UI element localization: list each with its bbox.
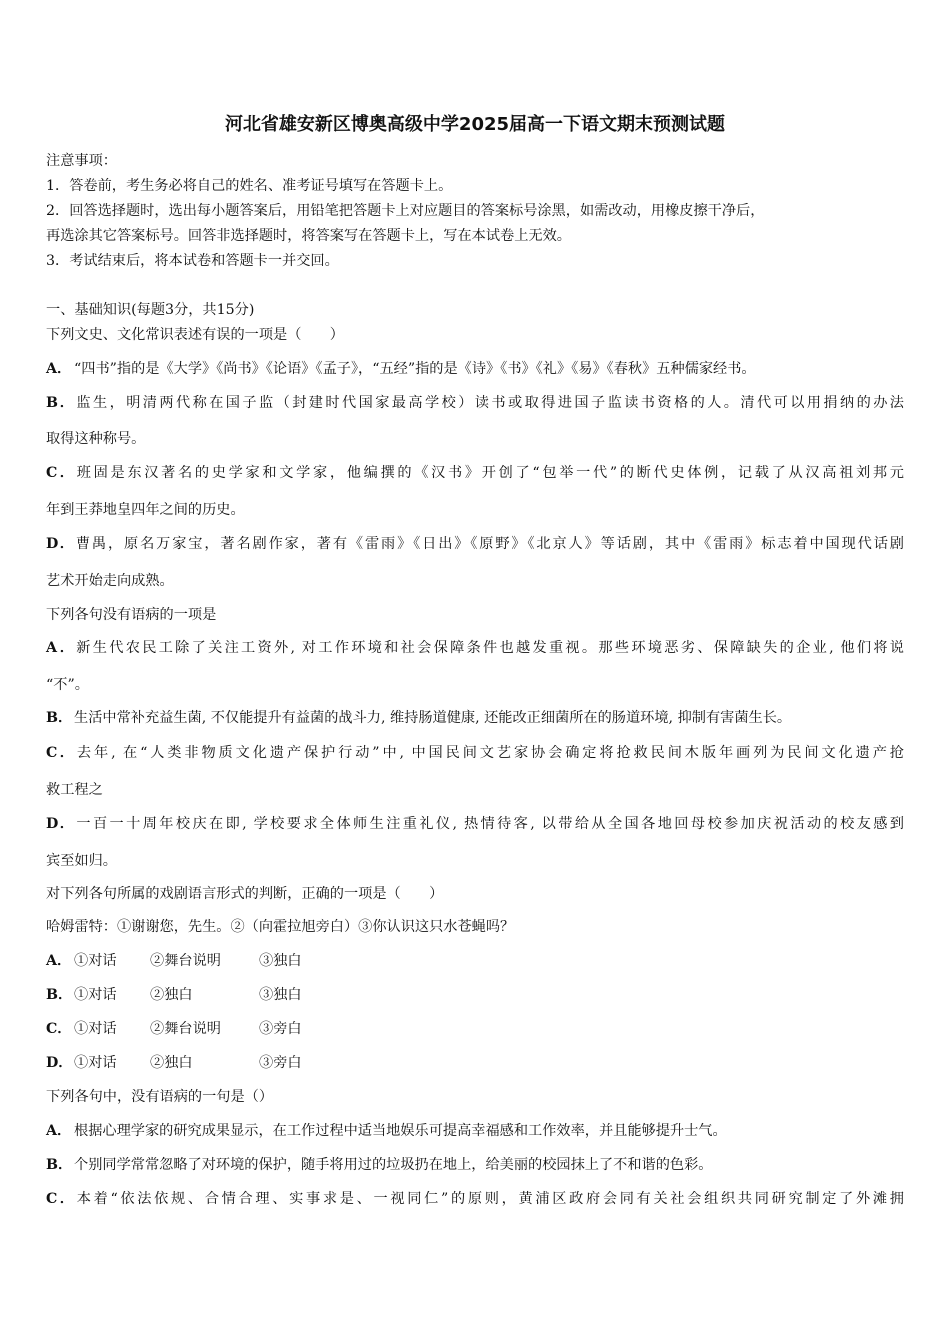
option-part: ①对话 xyxy=(74,1021,117,1037)
option-label: B． xyxy=(46,395,74,411)
question-2-stem: 下列各句没有语病的一项是 xyxy=(46,607,217,623)
option-text: 去年, 在“人类非物质文化遗产保护行动”中, 中国民间文艺家协会确定将抢救民间木版年画列为民间文化遗产抢 xyxy=(74,745,904,761)
option-part: ②舞台说明 xyxy=(150,1021,221,1037)
option-text: 新生代农民工除了关注工资外, 对工作环境和社会保障条件也越发重视。那些环境恶劣、保障缺失的企业, 他们将说 xyxy=(74,640,904,656)
option-part: ③独白 xyxy=(259,987,302,1003)
option-part: ①对话 xyxy=(74,987,117,1003)
option-continuation: 救工程之 xyxy=(46,782,103,798)
option-part: ①对话 xyxy=(74,953,117,969)
option-text: “四书”指的是《大学》《尚书》《论语》《孟子》，“五经”指的是《诗》《书》《礼》《易》《春秋》五种儒家经书。 xyxy=(74,361,756,377)
notice-item: 1．答卷前，考生务必将自己的姓名、准考证号填写在答题卡上。 xyxy=(46,178,453,194)
question-4-option-a xyxy=(46,1121,727,1141)
option-continuation: “不”。 xyxy=(46,677,89,693)
question-4-option-c xyxy=(46,1189,904,1209)
notice-item: 再选涂其它答案标号。回答非选择题时，将答案写在答题卡上，写在本试卷上无效。 xyxy=(46,228,571,244)
question-2-option-b xyxy=(46,708,791,728)
option-label: A． xyxy=(46,640,74,656)
option-label: C． xyxy=(46,745,74,761)
question-3-stem: 对下列各句所属的戏剧语言形式的判断，正确的一项是（ ） xyxy=(46,886,444,902)
option-text: 根据心理学家的研究成果显示，在工作过程中适当地娱乐可提高幸福感和工作效率，并且能够提升士气。 xyxy=(74,1123,727,1139)
question-2-option-a xyxy=(46,638,904,658)
option-continuation: 宾至如归。 xyxy=(46,853,117,869)
option-part: ③旁白 xyxy=(259,1021,302,1037)
section-heading: 一、基础知识(每题3分，共15分) xyxy=(46,302,255,318)
option-label: B． xyxy=(46,987,73,1003)
question-2-option-d xyxy=(46,814,904,834)
question-1-option-a xyxy=(46,359,756,379)
option-label: A． xyxy=(46,1123,72,1139)
option-part: ②独白 xyxy=(150,1055,193,1071)
question-3-option-c xyxy=(46,1019,302,1039)
notice-item: 2．回答选择题时，选出每小题答案后，用铅笔把答题卡上对应题目的答案标号涂黑，如需改动，用橡皮擦干净后， xyxy=(46,203,765,219)
option-text: 监生，明清两代称在国子监（封建时代国家最高学校）读书或取得进国子监读书资格的人。清代可以用捐纳的办法 xyxy=(74,395,904,411)
question-1-stem: 下列文史、文化常识表述有误的一项是（ ） xyxy=(46,327,344,343)
option-label: D． xyxy=(46,1055,73,1071)
option-text: 生活中常补充益生菌, 不仅能提升有益菌的战斗力, 维持肠道健康, 还能改正细菌所在的肠道环境, 抑制有害菌生长。 xyxy=(74,710,792,726)
option-text: 个别同学常常忽略了对环境的保护，随手将用过的垃圾扔在地上，给美丽的校园抹上了不和谐的色彩。 xyxy=(74,1157,713,1173)
option-text: 班固是东汉著名的史学家和文学家，他编撰的《汉书》开创了“包举一代”的断代史体例，记载了从汉高祖刘邦元 xyxy=(74,465,904,481)
question-3-option-b xyxy=(46,985,302,1005)
option-part: ①对话 xyxy=(74,1055,117,1071)
question-3-option-d xyxy=(46,1053,302,1073)
option-text: 曹禺，原名万家宝，著名剧作家，著有《雷雨》《日出》《原野》《北京人》等话剧，其中《雷雨》标志着中国现代话剧 xyxy=(74,536,904,552)
option-label: A． xyxy=(46,953,72,969)
notice-heading: 注意事项： xyxy=(46,153,117,169)
option-label: C． xyxy=(46,465,74,481)
question-4-option-b xyxy=(46,1155,712,1175)
option-label: B． xyxy=(46,1157,73,1173)
page-title: 河北省雄安新区博奥高级中学2025届高一下语文期末预测试题 xyxy=(224,114,726,135)
option-text: 一百一十周年校庆在即, 学校要求全体师生注重礼仪, 热情待客, 以带给从全国各地回母校参加庆祝活动的校友感到 xyxy=(74,816,904,832)
question-3-option-a xyxy=(46,951,302,971)
option-part: ③旁白 xyxy=(259,1055,302,1071)
option-label: C． xyxy=(46,1021,72,1037)
notice-item: 3．考试结束后，将本试卷和答题卡一并交回。 xyxy=(46,253,339,269)
option-label: A． xyxy=(46,361,72,377)
question-4-stem: 下列各句中，没有语病的一句是（） xyxy=(46,1089,274,1105)
option-label: C． xyxy=(46,1191,74,1207)
question-1-option-b xyxy=(46,393,904,413)
option-part: ②舞台说明 xyxy=(150,953,221,969)
question-2-option-c xyxy=(46,743,904,763)
option-continuation: 取得这种称号。 xyxy=(46,431,146,447)
option-label: B． xyxy=(46,710,73,726)
option-continuation: 年到王莽地皇四年之间的历史。 xyxy=(46,502,245,518)
option-label: D． xyxy=(46,536,74,552)
question-3-context: 哈姆雷特：①谢谢您，先生。②（向霍拉旭旁白）③你认识这只水苍蝇吗？ xyxy=(46,919,515,935)
question-1-option-c xyxy=(46,463,904,483)
option-part: ③独白 xyxy=(259,953,302,969)
option-text: 本着“依法依规、合情合理、实事求是、一视同仁”的原则，黄浦区政府会同有关社会组织共同研究制定了外滩拥 xyxy=(74,1191,904,1207)
option-label: D． xyxy=(46,816,74,832)
option-part: ②独白 xyxy=(150,987,193,1003)
option-continuation: 艺术开始走向成熟。 xyxy=(46,573,174,589)
question-1-option-d xyxy=(46,534,904,554)
